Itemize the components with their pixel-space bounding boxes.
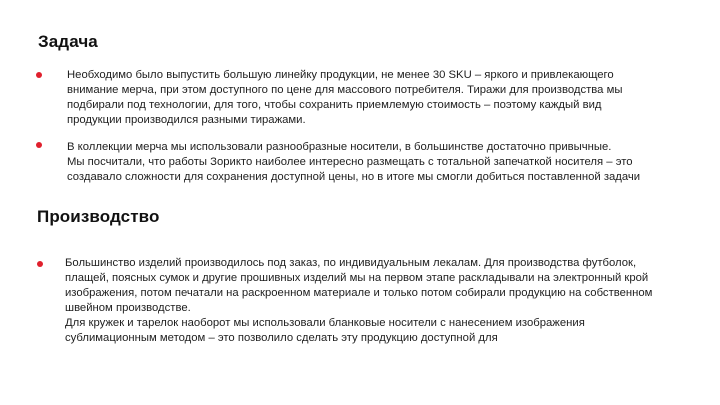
text-line: Для кружек и тарелок наоборот мы использовали бланковые носители с нанесением изображения bbox=[65, 316, 585, 329]
section-title-production: Производство bbox=[37, 207, 160, 226]
section-title-task: Задача bbox=[38, 32, 98, 51]
bullet-dot-icon bbox=[36, 72, 42, 78]
task-bullet-1 bbox=[67, 68, 622, 128]
text-line: продукции производился разными тиражами. bbox=[67, 113, 306, 126]
text-line: подбирали под технологии, для того, чтобы сохранить приемлемую стоимость – поэтому каждый вид bbox=[67, 98, 602, 111]
text-line: Необходимо было выпустить большую линейку продукции, не менее 30 SKU – яркого и привлекающего bbox=[67, 69, 614, 81]
text-line: В коллекции мерча мы использовали разнообразные носители, в большинстве достаточно привычные. bbox=[67, 141, 612, 153]
text-line: Большинство изделий производилось под заказ, по индивидуальным лекалам. Для производства футболок, bbox=[65, 257, 637, 269]
text-line: сублимационным методом – это позволило сделать эту продукцию доступной для bbox=[65, 331, 498, 344]
bullet-dot-icon bbox=[37, 261, 43, 267]
text-line: внимание мерча, при этом доступного по цене для массового потребителя. Тиражи для производства мы bbox=[67, 83, 623, 96]
text-line: швейном производстве. bbox=[65, 301, 191, 314]
text-line: изображения, потом печатали на раскроенном материале и только потом собирали продукцию на собственном bbox=[65, 286, 653, 299]
text-line: плащей, поясных сумок и другие прошивных изделий мы на первом этапе раскладывали на электронный крой bbox=[65, 271, 649, 284]
text-line: Мы посчитали, что работы Зорикто наиболее интересно размещать с тотальной запечаткой носителя – это bbox=[67, 155, 633, 168]
task-bullet-2 bbox=[67, 140, 640, 185]
production-bullet-1 bbox=[65, 256, 652, 345]
text-line: создавало сложности для сохранения доступной цены, но в итоге мы смогли добиться поставленной задачи bbox=[67, 170, 641, 183]
bullet-dot-icon bbox=[36, 142, 42, 148]
